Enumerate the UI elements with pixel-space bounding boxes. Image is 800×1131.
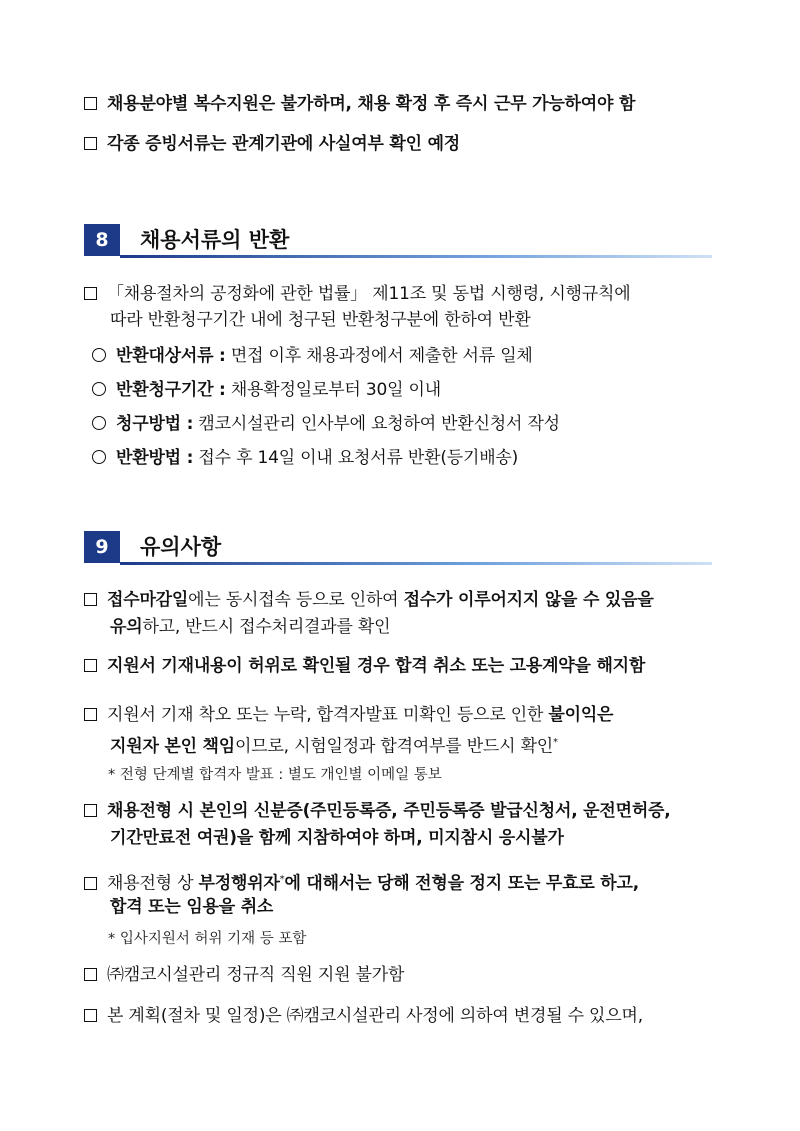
checkbox-icon	[84, 804, 97, 817]
list-item: 채용전형 상 부정행위자*에 대해서는 당해 전형을 정지 또는 무효로 하고,	[84, 868, 724, 896]
list-item: 지원서 기재내용이 허위로 확인될 경우 합격 취소 또는 고용계약을 해지함	[84, 654, 724, 678]
sub-item: 반환청구기간 : 채용확정일로부터 30일 이내	[92, 378, 724, 402]
footnote: * 전형 단계별 합격자 발표 : 별도 개인별 이메일 통보	[108, 767, 442, 783]
checkbox-icon	[84, 659, 97, 672]
footnote: * 입사지원서 허위 기재 등 포함	[108, 931, 307, 947]
circle-bullet-icon	[92, 382, 106, 396]
checkbox-icon	[84, 287, 97, 300]
sub-item: 반환방법 : 접수 후 14일 이내 요청서류 반환(등기배송)	[92, 446, 724, 470]
list-item: 「채용절차의 공정화에 관한 법률」 제11조 및 동법 시행령, 시행규칙에	[84, 282, 724, 306]
checkbox-icon	[84, 968, 97, 981]
list-item: 접수마감일에는 동시접속 등으로 인하여 접수가 이루어지지 않을 수 있음을	[84, 588, 724, 612]
sub-item: 청구방법 : 캠코시설관리 인사부에 요청하여 반환신청서 작성	[92, 412, 724, 436]
list-item: 본 계획(절차 및 일정)은 ㈜캠코시설관리 사정에 의하여 변경될 수 있으며,	[84, 1004, 724, 1028]
section-title: 채용서류의 반환	[140, 228, 290, 252]
circle-bullet-icon	[92, 348, 106, 362]
checkbox-icon	[84, 593, 97, 606]
circle-bullet-icon	[92, 416, 106, 430]
section-header-8	[84, 224, 712, 258]
section-title: 유의사항	[140, 535, 222, 559]
list-item: ㈜캠코시설관리 정규직 직원 지원 불가함	[84, 963, 724, 987]
section-underline	[120, 562, 712, 565]
sub-item: 반환대상서류 : 면접 이후 채용과정에서 제출한 서류 일체	[92, 344, 724, 368]
list-item: 각종 증빙서류는 관계기관에 사실여부 확인 예정	[84, 132, 724, 156]
list-item-continuation: 합격 또는 임용을 취소	[110, 897, 274, 917]
section-number: 8	[84, 224, 120, 256]
checkbox-icon	[84, 137, 97, 150]
list-item-continuation: 기간만료전 여권)을 함께 지참하여야 하며, 미지참시 응시불가	[110, 828, 564, 848]
circle-bullet-icon	[92, 450, 106, 464]
section-underline	[120, 255, 712, 258]
list-item: 지원서 기재 착오 또는 누락, 합격자발표 미확인 등으로 인한 불이익은	[84, 703, 724, 727]
section-number: 9	[84, 531, 120, 563]
list-item: 채용분야별 복수지원은 불가하며, 채용 확정 후 즉시 근무 가능하여야 함	[84, 92, 724, 116]
list-item-continuation: 따라 반환청구기간 내에 청구된 반환청구분에 한하여 반환	[110, 310, 531, 330]
section-header-9	[84, 531, 712, 565]
list-item: 채용전형 시 본인의 신분증(주민등록증, 주민등록증 발급신청서, 운전면허증,	[84, 799, 724, 823]
checkbox-icon	[84, 1009, 97, 1022]
checkbox-icon	[84, 877, 97, 890]
list-item-continuation: 유의하고, 반드시 접수처리결과를 확인	[110, 617, 391, 637]
checkbox-icon	[84, 97, 97, 110]
checkbox-icon	[84, 708, 97, 721]
list-item-continuation: 지원자 본인 책임이므로, 시험일정과 합격여부를 반드시 확인*	[110, 736, 558, 757]
